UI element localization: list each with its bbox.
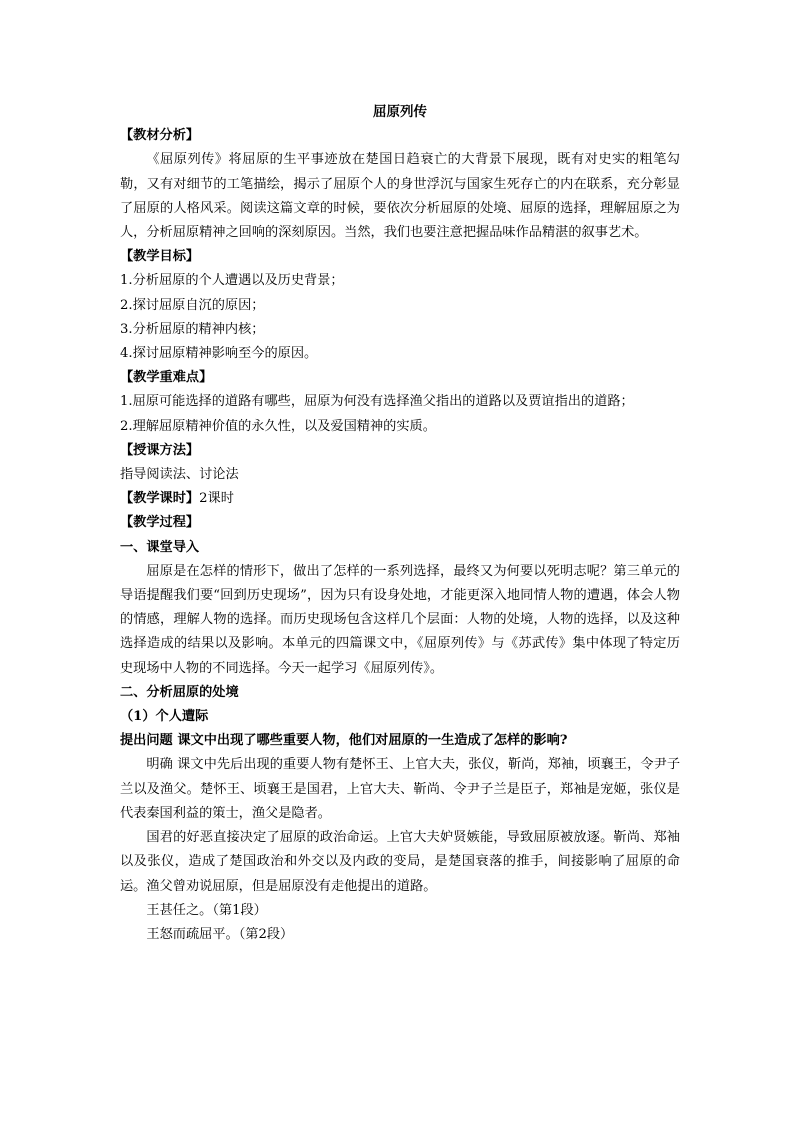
quote-line: 王怒而疏屈平。（第2段） (146, 926, 294, 942)
goal-item: 4.探讨屈原精神影响至今的原因。 (120, 346, 318, 362)
question-text: 课文中出现了哪些重要人物，他们对屈原的一生造成了怎样的影响? (177, 733, 568, 749)
part1-heading: 一、课堂导入 (120, 539, 200, 555)
part1-paragraph: 屈原是在怎样的情形下，做出了怎样的一系列选择，最终又为何要以死明志呢？第三单元的导语提醒我们要“回到历史现场”，因为只有设身处地，才能更深入地同情人物的遭遇，体会人物的情感，理解人物的选择。而历史现场包含这样几个层面：人物的处境，人物的选择，以及这种选择造成的结果以及影响。本单元的四篇课文中，《屈原列传》与《苏武传》集中体现了特定历史现场中人物的不同选择。今天一起学习《屈原列传》。 (120, 563, 680, 676)
goal-item: 3.分析屈原的精神内核； (120, 321, 265, 337)
analysis-followup-paragraph: 国君的好恶直接决定了屈原的政治命运。上官大夫妒贤嫉能，导致屈原被放逐。靳尚、郑袖以及张仪，造成了楚国政治和外交以及内政的变局，是楚国衰落的推手，间接影响了屈原的命运。渔父曾劝说屈原，但是屈原没有走他提出的道路。 (120, 830, 680, 894)
question-line (120, 729, 680, 753)
method-text: 指导阅读法、讨论法 (120, 467, 239, 483)
goal-item: 1.分析屈原的个人遭遇以及历史背景； (120, 273, 344, 289)
page-title: 屈原列传 (373, 104, 427, 120)
hours-heading: 【教学课时】 (120, 491, 200, 507)
answer-label: 明确 (146, 757, 173, 773)
answer-text: 课文中先后出现的重要人物有楚怀王、上官大夫，张仪，靳尚，郑袖，顷襄王，令尹子兰以及渔父。楚怀王、顷襄王是国君，上官大夫、靳尚、令尹子兰是臣子，郑袖是宠姬，张仪是代表秦国利益的策士，渔父是隐者。 (120, 757, 681, 821)
analysis-heading: 【教材分析】 (120, 128, 200, 144)
answer-paragraph (120, 753, 680, 826)
goal-item: 2.探讨屈原自沉的原因； (120, 297, 265, 313)
analysis-paragraph: 《屈原列传》将屈原的生平事迹放在楚国日趋衰亡的大背景下展现，既有对史实的粗笔勾勒，又有对细节的工笔描绘，揭示了屈原个人的身世浮沉与国家生死存亡的内在联系，充分彰显了屈原的人格风采。阅读这篇文章的时候，要依次分析屈原的处境、屈原的选择，理解屈原之为人，分析屈原精神之回响的深刻原因。当然，我们也要注意把握品味作品精湛的叙事艺术。 (120, 152, 680, 241)
process-heading: 【教学过程】 (120, 515, 200, 531)
document-body (120, 100, 680, 947)
quote-line: 王甚任之。（第1段） (146, 902, 267, 918)
hours-text: 2课时 (199, 491, 234, 507)
method-heading: 【授课方法】 (120, 442, 200, 458)
keypoint-item: 1.屈原可能选择的道路有哪些，屈原为何没有选择渔父指出的道路以及贾谊指出的道路； (120, 394, 634, 410)
keypoints-heading: 【教学重难点】 (120, 370, 213, 386)
part2-subheading: （1）个人遭际 (120, 709, 209, 725)
goals-heading: 【教学目标】 (120, 249, 200, 265)
keypoint-item: 2.理解屈原精神价值的永久性，以及爱国精神的实质。 (120, 418, 436, 434)
hours-line (120, 487, 680, 511)
question-label: 提出问题 (120, 733, 173, 749)
part2-heading: 二、分析屈原的处境 (120, 684, 239, 700)
